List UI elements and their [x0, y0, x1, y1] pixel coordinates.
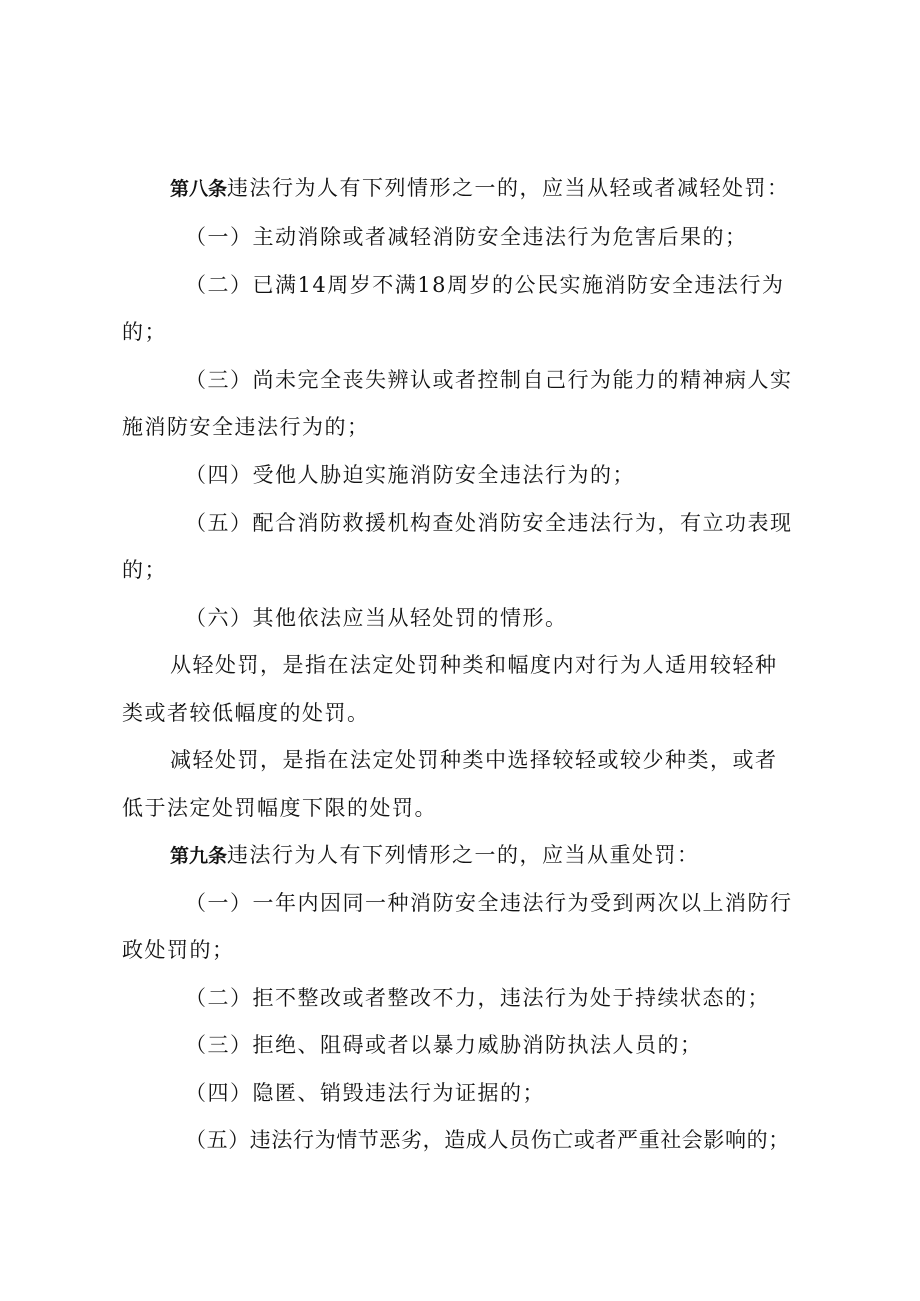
article-8-heading — [170, 174, 860, 203]
article-9-item-3: （三）拒绝、阻碍或者以暴力威胁消防执法人员的； — [185, 1033, 703, 1057]
article-8-item-5-line-2: 的； — [122, 558, 167, 582]
definition-light-line-1: 从轻处罚，是指在法定处罚种类和幅度内对行为人适用较轻种 — [170, 653, 778, 677]
article-8-intro: 违法行为人有下列情形之一的，应当从轻或者减轻处罚： — [227, 176, 790, 200]
article-9-item-1-line-2: 政处罚的； — [122, 938, 235, 962]
article-8-item-6: （六）其他依法应当从轻处罚的情形。 — [185, 606, 568, 630]
article-8-item-5-line-1: （五）配合消防救援机构查处消防安全违法行为，有立功表现 — [185, 511, 793, 535]
article-8-label: 第八条 — [170, 178, 228, 200]
article-8-item-2-line-1: （二）已满14周岁不满18周岁的公民实施消防安全违法行为 — [185, 273, 785, 297]
article-9-item-5: （五）违法行为情节恶劣，造成人员伤亡或者严重社会影响的； — [185, 1128, 790, 1152]
article-9-item-2: （二）拒不整改或者整改不力，违法行为处于持续状态的； — [185, 986, 770, 1010]
article-8-item-3-line-2: 施消防安全违法行为的； — [122, 415, 370, 439]
article-8-item-2-line-2: 的； — [122, 320, 167, 344]
definition-reduce-line-1: 减轻处罚，是指在法定处罚种类中选择较轻或较少种类，或者 — [170, 748, 778, 772]
article-8-item-4: （四）受他人胁迫实施消防安全违法行为的； — [185, 463, 635, 487]
article-9-intro: 违法行为人有下列情形之一的，应当从重处罚： — [227, 843, 700, 867]
article-8-item-1: （一）主动消除或者减轻消防安全违法行为危害后果的； — [185, 225, 748, 249]
definition-reduce-line-2: 低于法定处罚幅度下限的处罚。 — [122, 796, 437, 820]
definition-light-line-2: 类或者较低幅度的处罚。 — [122, 701, 370, 725]
article-9-label: 第九条 — [170, 845, 228, 867]
article-9-item-1-line-1: （一）一年内因同一种消防安全违法行为受到两次以上消防行 — [185, 891, 793, 915]
article-9-item-4: （四）隐匿、销毁违法行为证据的； — [185, 1081, 545, 1105]
article-8-item-3-line-1: （三）尚未完全丧失辨认或者控制自己行为能力的精神病人实 — [185, 368, 793, 392]
article-9-heading — [170, 841, 860, 870]
